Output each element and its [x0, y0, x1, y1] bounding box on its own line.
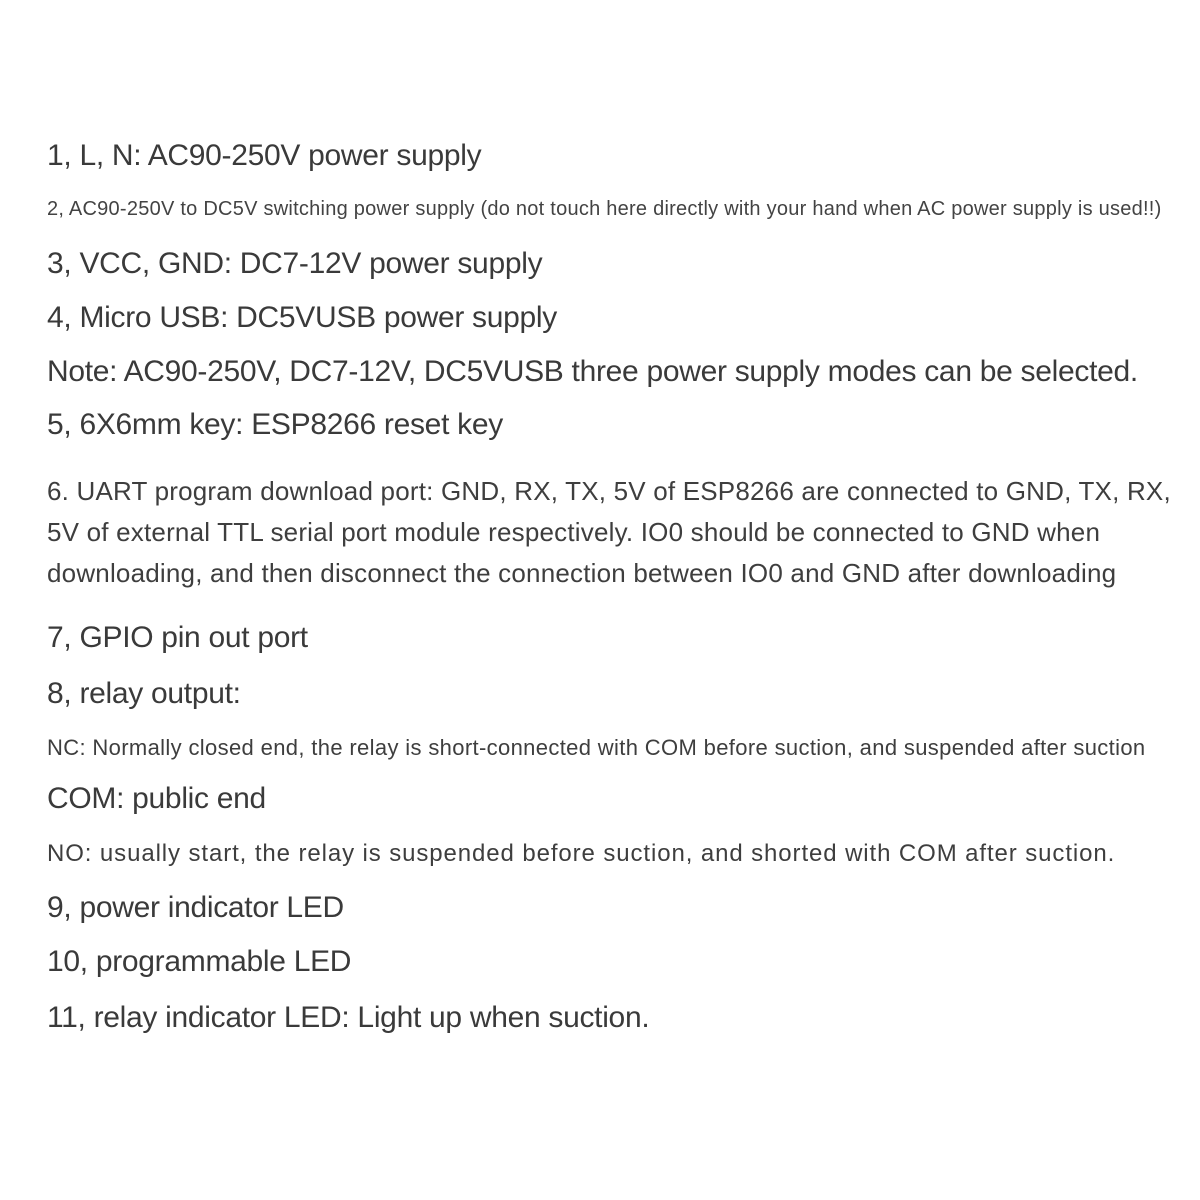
- instruction-line-2-switching-warning: 2, AC90-250V to DC5V switching power supply (do not touch here directly with your hand when AC power supply is used!!): [47, 198, 1162, 220]
- instruction-line-11-relay-led: 11, relay indicator LED: Light up when suction.: [47, 1001, 650, 1034]
- instruction-line-4-usb-power-supply: 4, Micro USB: DC5VUSB power supply: [47, 301, 557, 334]
- instruction-line-5-reset-key: 5, 6X6mm key: ESP8266 reset key: [47, 408, 503, 441]
- relay-no-description: NO: usually start, the relay is suspended before suction, and shorted with COM after suction.: [47, 840, 1116, 867]
- instruction-line-6-uart-part-1: 6. UART program download port: GND, RX, TX, 5V of ESP8266 are connected to GND, TX, RX,: [47, 476, 1171, 506]
- instruction-line-7-gpio-port: 7, GPIO pin out port: [47, 621, 308, 654]
- instruction-line-9-power-led: 9, power indicator LED: [47, 891, 344, 924]
- note-power-modes: Note: AC90-250V, DC7-12V, DC5VUSB three power supply modes can be selected.: [47, 355, 1138, 388]
- instruction-line-8-relay-output: 8, relay output:: [47, 677, 241, 710]
- instruction-line-3-dc-power-supply: 3, VCC, GND: DC7-12V power supply: [47, 247, 543, 280]
- instruction-line-1-ac-power-supply: 1, L, N: AC90-250V power supply: [47, 139, 482, 172]
- instruction-line-6-uart-part-2: 5V of external TTL serial port module respectively. IO0 should be connected to GND when: [47, 517, 1101, 547]
- relay-nc-description: NC: Normally closed end, the relay is short-connected with COM before suction, and suspended after suction: [47, 735, 1146, 760]
- instruction-line-6-uart-part-3: downloading, and then disconnect the connection between IO0 and GND after downloading: [47, 558, 1117, 588]
- instruction-line-10-programmable-led: 10, programmable LED: [47, 945, 352, 978]
- relay-com-description: COM: public end: [47, 782, 266, 815]
